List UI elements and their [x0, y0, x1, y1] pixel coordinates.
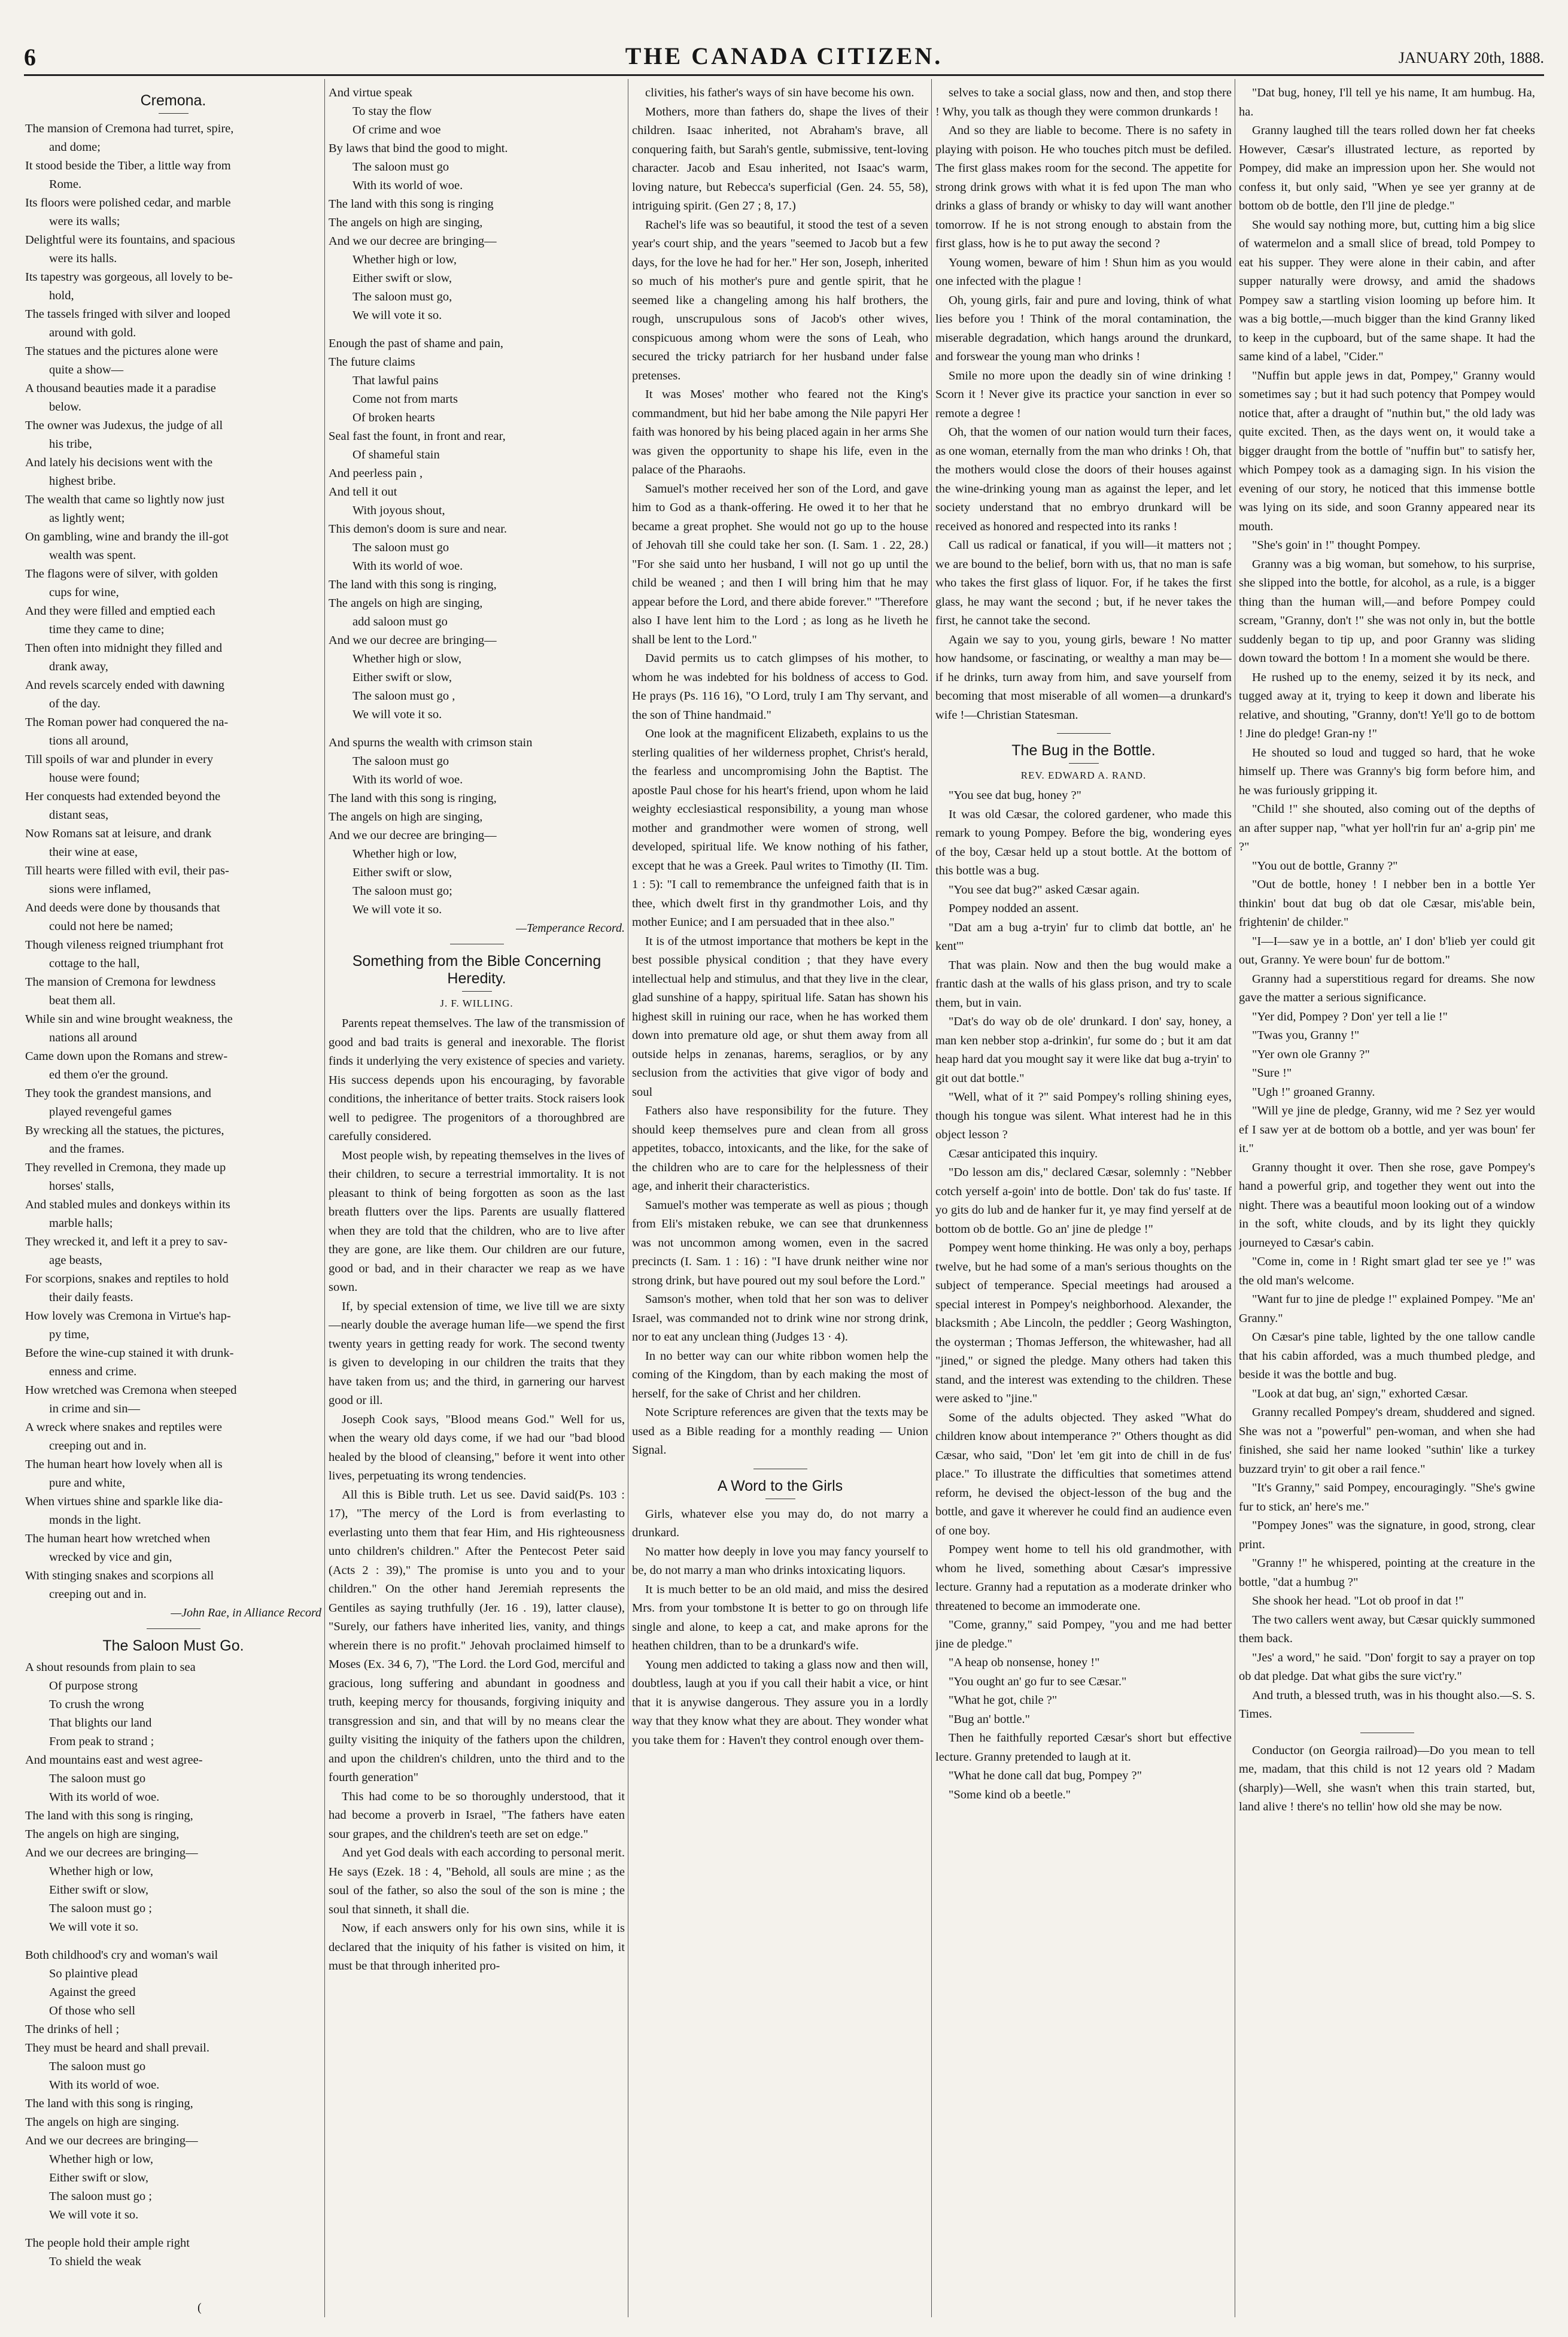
poem-line: add saloon must go [353, 615, 448, 628]
poem-line: The drinks of hell ; [25, 2023, 120, 2036]
column-5 [1239, 84, 1535, 2334]
article-title-heredity: Something from the Bible Concerning Heredity. [352, 953, 601, 987]
poem-line: The saloon must go; [353, 885, 452, 898]
paragraph: David permits us to catch glimpses of his mother, to whom he was indebted for his boldness of access to God. He prays (Ps. 116 16), "O Lord, truly I am Thy servant, and the son of Thine handmaid." [632, 652, 928, 722]
poem-line: They must be heard and shall prevail. [25, 2041, 209, 2055]
poem-line: The Roman power had conquered the na- [25, 716, 229, 729]
joke-conductor: Conductor (on Georgia railroad)—Do you mean to tell me, madam, that this child is not 12 years old ? Madam (sharply)—Well, she wasn't when this train started, but, land alive ! there's no tellin' how old she may be now. [1239, 1743, 1535, 1813]
poem-line: their wine at ease, [49, 846, 138, 859]
poem-line: time they came to dine; [49, 623, 165, 636]
poem-line: How lovely was Cremona in Virtue's hap- [25, 1309, 231, 1323]
poem-line: We will vote it so. [353, 708, 442, 721]
poem-line: From peak to strand ; [49, 1735, 154, 1748]
paragraph: "Come in, come in ! Right smart glad ter see ye !" was the old man's welcome. [1239, 1255, 1535, 1287]
paragraph: "You ought an' go fur to see Cæsar." [949, 1675, 1127, 1688]
article-body-heredity-continued [632, 84, 928, 1460]
paragraph: Pompey went home to tell his old grandmother, with whom he lived, something about Cæsar's impressive lecture. Granny had a reputation as a moderate drinker who threatened to become an immoderate one. [935, 1543, 1232, 1613]
paragraph: Samson's mother, when told that her son was to deliver Israel, was commanded not to drink wine nor strong drink, nor to eat any unclean thing (Judges 13 · 4). [632, 1293, 928, 1344]
poem-line: distant seas, [49, 809, 109, 822]
paragraph: "I—I—saw ye in a bottle, an' I don' b'lieb yer could git out, Granny. Ye were boun' fur de bottom." [1239, 934, 1535, 967]
poem-line: Till hearts were filled with evil, their pas- [25, 864, 229, 877]
poem-line: The saloon must go [353, 160, 449, 174]
poem-line: And we our decrees are bringing— [25, 1846, 198, 1859]
poem-line: around with gold. [49, 326, 136, 339]
paragraph: "Some kind ob a beetle." [949, 1788, 1071, 1801]
poem-line: wrecked by vice and gin, [49, 1551, 172, 1564]
separator-rule [147, 1628, 200, 1629]
paragraph: It is of the utmost importance that mothers be kept in the best possible physical condition ; that they have every intellectual help and stimulus, and that they live in the clear, glad sunshine of a happy, spiritual life. Satan has shown his highest skill in ruining our race, when he has worked them down into premature old age, or shut them away from all outside helps in zenanas, harems, seraglios, or by any seclusion from the activities that give vigor of body and soul [632, 934, 928, 1099]
poem-line: and the frames. [49, 1142, 124, 1156]
poem-line: When virtues shine and sparkle like dia- [25, 1495, 223, 1508]
poem-line: That blights our land [49, 1716, 152, 1730]
poem-line: While sin and wine brought weakness, the [25, 1013, 233, 1026]
poem-line: The wealth that came so lightly now just [25, 493, 225, 506]
paragraph: It was Moses' mother who feared not the King's commandment, but hid her babe among the Nile papyri Her faith was honored by his being placed again in her arms She was given the opportunity to shape his life, even in the palace of the Pharaohs. [632, 388, 928, 476]
poem-line: Either swift or slow, [49, 1883, 149, 1897]
paragraph: It was old Cæsar, the colored gardener, who made this remark to young Pompey. Before the big, wondering eyes of the boy, Cæsar held up a stout bottle. At the bottom of this bottle was a bug. [935, 807, 1232, 877]
poem-line: in crime and sin— [49, 1402, 141, 1415]
poem-line: and dome; [49, 141, 101, 154]
poem-line: The saloon must go [49, 2060, 146, 2073]
poem-line: horses' stalls, [49, 1180, 114, 1193]
article-title-saloon: The Saloon Must Go. [102, 1637, 244, 1654]
paragraph: He shouted so loud and tugged so hard, that he woke himself up. There was Granny's big form before him, and he was furiously gripping it. [1239, 746, 1535, 797]
poem-line: Before the wine-cup stained it with drunk- [25, 1347, 234, 1360]
article-body-girls [632, 1505, 928, 1751]
poem-line: The human heart how wretched when [25, 1532, 211, 1545]
poem-line: Her conquests had extended beyond the [25, 790, 221, 803]
paragraph: "Come, granny," said Pompey, "you and me had better jine de pledge." [935, 1618, 1232, 1651]
paragraph: If, by special extension of time, we live till we are sixty—nearly double the average human life—we spend the first twenty years in getting ready for work. The second twenty is given to developing in our children the traits that they have taken from us; and the third, in garnering our harvest good or ill. [329, 1299, 625, 1407]
paragraph: Joseph Cook says, "Blood means God." Well for us, when the weary old days come, if we had our "bad blood healed by the blood of cleansing," before it went into other lives, perpetuating its wrong tendencies. [329, 1412, 625, 1482]
article-title-bug: The Bug in the Bottle. [1011, 742, 1156, 759]
paragraph: Samuel's mother received her son of the Lord, and gave him to God as a thank-offering. He owed it to her that he became a great prophet. She would not go up to the house of Jehovah till she could take her son. (I. Sam. 1 . 22, 28.) "For she said unto her husband, I will not go up until the child be weaned ; and then I will bring him that he may appear before the Lord, and there abide forever." "Therefore also I have lent him to the Lord ; as long as he liveth he shall be lent to the Lord." [632, 482, 928, 646]
paragraph: "Bug an' bottle." [949, 1712, 1031, 1726]
poem-line: hold, [49, 289, 74, 302]
page-number: 6 [24, 44, 36, 71]
poem-line: of the day. [49, 697, 101, 710]
poem-line: cups for wine, [49, 586, 119, 599]
paragraph: "Want fur to jine de pledge !" explained Pompey. "Me an' Granny." [1239, 1293, 1535, 1325]
poem-line: On gambling, wine and brandy the ill-got [25, 530, 229, 543]
poem-line: Either swift or slow, [49, 2171, 149, 2184]
paragraph: selves to take a social glass, now and then, and stop there ! Why, you talk as though they were common drunkards ! [935, 86, 1232, 118]
paragraph: Parents repeat themselves. The law of the transmission of good and bad traits is general and inexorable. The florist finds it underlying the very existence of species and variety. His success depends upon his encouraging, by favorable conditions, the inheritance of better traits. Stock raisers look well to pedigree. The progenitors of a thoroughbred are carefully considered. [329, 1017, 625, 1143]
poem-line: And we our decree are bringing— [329, 634, 497, 647]
poem-line: The saloon must go [353, 541, 449, 554]
poem-line: Either swift or slow, [353, 671, 452, 684]
poem-line: wealth was spent. [49, 549, 136, 562]
paragraph: It is much better to be an old maid, and miss the desired Mrs. from your tombstone It is better to go on through life single and alone, to keep a cat, and make aprons for the heathen children, than to be a drunkard's wife. [632, 1582, 928, 1652]
masthead [24, 43, 1544, 69]
credit-cremona: —John Rae, in Alliance Record [171, 1606, 321, 1619]
paragraph: "Dat's do way ob de ole' drunkard. I don' say, honey, a man ken nebber stop a-drinkin', fur some do ; but it am dat heap hard dat you mought say it were like dat bug a-tryin' to git out dat bottle." [935, 1015, 1232, 1085]
poem-line: And revels scarcely ended with dawning [25, 679, 225, 692]
poem-line: creeping out and in. [49, 1588, 147, 1601]
paragraph: "Sure !" [1252, 1066, 1292, 1080]
column-4 [935, 84, 1232, 2334]
paragraph: Pompey nodded an assent. [949, 902, 1079, 915]
title-rule [462, 991, 492, 992]
poem-line: cottage to the hall, [49, 957, 140, 970]
paragraph: Now, if each answers only for his own sins, while it is declared that the iniquity of his father is visited on him, it must be that through inherited pro- [329, 1922, 625, 1973]
paragraph: Pompey went home thinking. He was only a boy, perhaps twelve, but he had some of a man's serious thoughts on the subject of temperance. Special meetings had aroused a special interest in Pompey's neighborhood. Alexander, the blacksmith ; Abe Lincoln, the peddler ; Georg Washington, the oysterman ; Thomas Jefferson, the whitewasher, had all "jined," or signed the pledge. Many others had taken this stand, and the interest was extending to the children. These were asked to "jine." [935, 1241, 1232, 1405]
paragraph: Granny thought it over. Then she rose, gave Pompey's hand a powerful grip, and together they went out into the night. There was a beautiful moon looking out of a window in the soft, white clouds, and by its light they quickly journeyed to Cæsar's cabin. [1239, 1160, 1535, 1250]
poem-line: A wreck where snakes and reptiles were [25, 1421, 223, 1434]
poem-line: With its world of woe. [353, 773, 463, 786]
poem-line: The land with this song is ringing, [329, 792, 497, 805]
paragraph: Fathers also have responsibility for the future. They should keep themselves pure and clean from all gross appetites, tobacco, intoxicants, and the like, for the sake of the children who are to care for the helplessness of their age, and inherit their characteristics. [632, 1104, 928, 1193]
poem-line: age beasts, [49, 1254, 102, 1267]
poem-line: Of those who sell [49, 2004, 136, 2017]
poem-line: And they were filled and emptied each [25, 604, 215, 618]
poem-line: Came down upon the Romans and strew- [25, 1050, 228, 1063]
paragraph: Oh, that the women of our nation would turn their faces, as one woman, eternally from the man who drinks ! Oh, that the mothers would close the doors of their houses against the wine-drinking young man as against the leper, and let society understand that no embryo drunkard will be received as honored and respected into its ranks ! [935, 426, 1232, 533]
poem-line: The future claims [329, 355, 415, 369]
poem-line: Enough the past of shame and pain, [329, 337, 504, 350]
poem-line: To shield the weak [49, 2255, 141, 2268]
poem-line: Come not from marts [353, 393, 458, 406]
poem-line: highest bribe. [49, 475, 116, 488]
poem-line: The angels on high are singing, [329, 810, 483, 823]
article-body-bug [935, 786, 1232, 1804]
poem-line: ed them o'er the ground. [49, 1068, 168, 1081]
poem-line: They wrecked it, and left it a prey to sav- [25, 1235, 228, 1248]
paragraph: She shook her head. "Lot ob proof in dat !" [1252, 1594, 1464, 1607]
poem-line: py time, [49, 1328, 90, 1341]
paragraph: One look at the magnificent Elizabeth, explains to us the sterling qualities of her wilderness prophet, Christ's herald, the fearless and uncompromising John the Baptist. The apostle Paul chose for his heart's friend, upon whom he laid weighty ecclesiastical responsibility, a young man whose mother and grandmother were women of strong, well developed, spiritual life. We know nothing of his father, except that he was a Greek. Paul writes to Timothy (II. Tim. 1 : 5): "I call to remembrance the unfeigned faith that is in thee, which dwelt first in thy grandmother Lois, and thy mother Eunice; and I am persuaded that in thee also." [632, 727, 928, 929]
paragraph: And yet God deals with each according to personal merit. He says (Ezek. 18 : 4, "Behold, all souls are mine ; as the soul of the father, so also the soul of the son is mine ; the soul that sinneth, it shall die. [329, 1846, 625, 1916]
poem-line: Rome. [49, 178, 82, 191]
poem-line: Of crime and woe [353, 123, 441, 136]
poem-line: tions all around, [49, 734, 129, 747]
poem-line: Till spoils of war and plunder in every [25, 753, 214, 766]
poem-line: They took the grandest mansions, and [25, 1087, 211, 1100]
column-1 [25, 84, 321, 2334]
poem-line: A shout resounds from plain to sea [25, 1661, 196, 1674]
poem-line: were its walls; [49, 215, 120, 228]
poem-line: The angels on high are singing. [25, 2116, 180, 2129]
paragraph: Mothers, more than fathers do, shape the lives of their children. Isaac inherited, not Abraham's brave, all conquering faith, but Sarah's gentle, submissive, tent-loving character. Jacob and Esau inherited, not Isaac's warm, loving nature, but Rebecca's superficial (Gen. 24. 55, 58), intriguing spirit. (Gen 27 ; 8, 17.) [632, 105, 928, 212]
article-body-girls-continued [935, 84, 1232, 725]
paragraph: "It's Granny," said Pompey, encouragingly. "She's gwine fur to stick, an' here's me." [1239, 1481, 1535, 1514]
poem-line: The tassels fringed with silver and looped [25, 308, 230, 321]
paragraph: Granny laughed till the tears rolled down her fat cheeks However, Cæsar's illustrated lecture, as reported by Pompey, did make an impression upon her. She would not confess it, but only said, "When ye see yer granny at de bottom ob de bottle, den I'll jine de pledge." [1239, 124, 1535, 212]
column-3 [632, 84, 928, 2334]
poem-line: We will vote it so. [49, 2208, 139, 2221]
paragraph: Note Scripture references are given that the texts may be used as a Bible reading for a monthly reading — Union Signal. [632, 1406, 928, 1457]
poem-line: The angels on high are singing, [329, 216, 483, 229]
poem-line: The angels on high are singing, [329, 597, 483, 610]
poem-line: Both childhood's cry and woman's wail [25, 1949, 218, 1962]
poem-line: played revengeful games [49, 1105, 172, 1119]
poem-line: The saloon must go, [353, 290, 452, 303]
poem-line: enness and crime. [49, 1365, 137, 1378]
poem-line: Now Romans sat at leisure, and drank [25, 827, 212, 840]
poem-line: And virtue speak [329, 86, 413, 99]
paragraph: Cæsar anticipated this inquiry. [949, 1147, 1098, 1160]
paragraph: Then he faithfully reported Cæsar's short but effective lecture. Granny pretended to laugh at it. [935, 1731, 1232, 1764]
issue-date: JANUARY 20th, 1888. [1398, 49, 1544, 66]
poem-line: And mountains east and west agree- [25, 1753, 203, 1767]
poem-line: And spurns the wealth with crimson stain [329, 736, 533, 749]
poem-line: It stood beside the Tiber, a little way from [25, 159, 231, 172]
paragraph: No matter how deeply in love you may fancy yourself to be, do not marry a man who drinks intoxicating liquors. [632, 1545, 928, 1577]
poem-line: Though vileness reigned triumphant frot [25, 938, 224, 952]
paragraph: "A heap ob nonsense, honey !" [949, 1656, 1100, 1669]
poem-line: The land with this song is ringing, [25, 1809, 193, 1822]
poem-line: We will vote it so. [49, 1920, 139, 1934]
poem-line: With its world of woe. [49, 2078, 160, 2092]
paragraph: And truth, a blessed truth, was in his thought also.—S. S. Times. [1239, 1688, 1535, 1721]
article-body-bug-continued [1239, 84, 1535, 1724]
poem-line: And we our decree are bringing— [329, 235, 497, 248]
poem-line: And we our decrees are bringing— [25, 2134, 198, 2147]
poem-line: The angels on high are singing, [25, 1828, 180, 1841]
paragraph: "You see dat bug?" asked Cæsar again. [949, 883, 1140, 896]
poem-line: house were found; [49, 771, 140, 785]
poem-line: Whether high or low, [49, 2153, 154, 2166]
poem-line: How wretched was Cremona when steeped [25, 1384, 237, 1397]
poem-line: By laws that bind the good to might. [329, 142, 508, 155]
column-divider [931, 79, 932, 2317]
paragraph: Again we say to you, young girls, beware ! No matter how handsome, or fascinating, or wealthy a man may be—if he drinks, turn away from him, and save yourself from becoming that most miserable of all women—a drunkard's wife !—Christian Statesman. [935, 633, 1232, 722]
poem-line: To crush the wrong [49, 1698, 144, 1711]
poem-line: With stinging snakes and scorpions all [25, 1569, 214, 1582]
poem-line: And lately his decisions went with the [25, 456, 213, 469]
poem-line: Whether high or slow, [353, 652, 461, 665]
paragraph: "Will ye jine de pledge, Granny, wid me ? Sez yer would ef I saw yer at de bottom ob a bottle, and yer was boun' fer it." [1239, 1104, 1535, 1155]
poem-line: The statues and the pictures alone were [25, 345, 218, 358]
paragraph: He rushed up to the enemy, seized it by its neck, and tugged away at it, trying to keep it down and liberate his relative, and shouting, "Granny, don't! Ye'll go to de bottom ! Jine do pledge! Gran-ny !" [1239, 670, 1535, 740]
paragraph: Rachel's life was so beautiful, it stood the test of a seven year's court ship, and the years "seemed to Jacob but a few days, for the love he had for her." Her son, Joseph, inherited so much of his mother's pure and gentle spirit, that he seemed like a changeling among his half brothers, the rough, unscrupulous sons of Jacob's other wives, conspicuous among whom were the sons of Leah, who secured the tricky patriarch for her husband under false pretenses. [632, 218, 928, 382]
paragraph: "Yer own ole Granny ?" [1252, 1047, 1370, 1061]
paragraph: "You out de bottle, Granny ?" [1252, 859, 1398, 873]
paragraph: "Jes' a word," he said. "Don' forgit to say a prayer on top ob dat pledge. Dat what gibs the sure vict'ry." [1239, 1651, 1535, 1683]
poem-line: Then often into midnight they filled and [25, 642, 223, 655]
title-rule [1069, 763, 1099, 764]
paragraph: "Pompey Jones" was the signature, in good, strong, clear print. [1239, 1519, 1535, 1551]
poem-line: We will vote it so. [353, 309, 442, 322]
paragraph: Smile no more upon the deadly sin of wine drinking ! Scorn it ! Never give its practice your sanction in ever so remote a degree ! [935, 369, 1232, 420]
paragraph: All this is Bible truth. Let us see. David said(Ps. 103 : 17), "The mercy of the Lord is from everlasting to everlasting unto them that fear Him, and His righteousness unto children's children." After the Pentecost Peter said (Acts 2 : 39)," The promise is unto you and to your children." On the other hand Jeremiah represents the Gentiles as saying truthfully (Jer. 16 . 19), latter clause), "Surely, our fathers have inherited lies, vanity, and things wherein there is no profit." Jehovah proclaimed himself to Moses (Ex. 34 6, 7), "The Lord. the Lord God, merciful and gracious, long suffering and abundant in goodness and truth, keeping mercy for thousands, forgiving iniquity and transgression and sin, and that will by no means clear the guilty visiting the iniquity of the fathers upon the children, and upon the children's children, unto the third and to the fourth generation" [329, 1488, 625, 1784]
poem-line: sions were inflamed, [49, 883, 151, 896]
article-title-cremona: Cremona. [140, 92, 206, 109]
paragraph: "Nuffin but apple jews in dat, Pompey," Granny would sometimes say ; but it had such potency that Pompey would notice that, after a draught of "nuthin but," the old lady was quite excited. Then, as the days went on, it would take a bigger draught from the bottle of "nuffin but" to satisfy her, which Pompey took as a damaging sign. In his vision the evening of our story, he noticed that this immense bottle was lying on its side, and soon Granny appeared near its mouth. [1239, 369, 1535, 533]
poem-line: beat them all. [49, 994, 116, 1007]
credit-saloon: —Temperance Record. [516, 922, 625, 935]
poem-line: The land with this song is ringing, [329, 578, 497, 591]
poem-line: Either swift or slow, [353, 866, 452, 879]
masthead-rule [24, 74, 1544, 76]
poem-line: marble halls; [49, 1217, 113, 1230]
poem-line: The mansion of Cremona for lewdness [25, 975, 216, 989]
paragraph: Girls, whatever else you may do, do not marry a drunkard. [632, 1507, 928, 1539]
paragraph: Granny recalled Pompey's dream, shuddered and signed. She was not a "powerful" pen-woman, and when she had finished, she said her name looked "suthin' like a turkey buzzard tryin' to git ober a rail fence." [1239, 1406, 1535, 1476]
paragraph: "Dat bug, honey, I'll tell ye his name, It am humbug. Ha, ha. [1239, 86, 1535, 118]
paragraph: Granny had a superstitious regard for dreams. She now gave the matter a serious significance. [1239, 972, 1535, 1004]
poem-line: Whether high or low, [353, 847, 457, 861]
poem-line: Of shameful stain [353, 448, 440, 461]
poem-line: The land with this song is ringing, [25, 2097, 193, 2110]
paragraph: Oh, young girls, fair and pure and loving, think of what lies before you ! Think of the moral contamination, the miserable degradation, which hangs around the drunkard, and forswear the young man who drinks ! [935, 293, 1232, 363]
poem-line: This demon's doom is sure and near. [329, 522, 508, 536]
separator-rule [1057, 733, 1111, 734]
paragraph: Most people wish, by repeating themselves in the lives of their children, to secure a terrestrial immortality. It is not pleasant to think of being forgotten as soon as the last breath flutters over the lips. Parents are usually flattered when they are told that the children, who are to live after they are gone, are like them. Our children are our future, good or bad, and in their character we reap as we have sown. [329, 1148, 625, 1294]
poem-line: That lawful pains [353, 374, 439, 387]
poem-line: could not here be named; [49, 920, 174, 933]
paragraph: Call us radical or fanatical, if you will—it matters not ; we are bound to the belief, born with us, that no man is safe who takes the first glass of liquor. For, if he takes the first glass, he may want the second ; but, if he never takes the first, he cannot take the second. [935, 539, 1232, 627]
poem-line: their daily feasts. [49, 1291, 133, 1304]
poem-line: So plaintive plead [49, 1967, 138, 1980]
poem-line: creeping out and in. [49, 1439, 147, 1452]
poem-line: And we our decree are bringing— [329, 829, 497, 842]
poem-line: Seal fast the fount, in front and rear, [329, 430, 506, 443]
paragraph: Samuel's mother was temperate as well as pious ; though from Eli's mistaken rebuke, we can see that drunkenness was not uncommon among women, even in the sacred precincts (I. Sam. 1 : 16) : "I have drunk neither wine nor strong drink, but have poured out my soul before the Lord." [632, 1198, 928, 1287]
paragraph: On Cæsar's pine table, lighted by the one tallow candle that his cabin afforded, was a much thumbed pledge, and beside it was the bottle and bug. [1239, 1330, 1535, 1381]
paragraph: "She's goin' in !" thought Pompey. [1252, 539, 1421, 552]
poem-saloon-must-go [25, 1658, 321, 2271]
paragraph: "Dat am a bug a-tryin' fur to climb dat bottle, an' he kent'" [935, 920, 1232, 953]
paragraph: Young men addicted to taking a glass now and then will, doubtless, laugh at you if you call their habit a vice, or hint that it is anywise dangerous. They assure you in a lordly way that they know what they are about. They wonder what you take them for : Haven't they control enough over them- [632, 1658, 928, 1747]
paragraph: In no better way can our white ribbon women help the coming of the Kingdom, than by each making the most of herself, for the sake of Christ and her children. [632, 1349, 928, 1400]
poem-line: Its tapestry was gorgeous, all lovely to be- [25, 271, 233, 284]
paragraph: "You see dat bug, honey ?" [949, 789, 1081, 802]
poem-line: his tribe, [49, 437, 92, 451]
paragraph: She would say nothing more, but, cutting him a big slice of watermelon and a small slice of bread, told Pompey to eat his supper. They were alone in their cabin, and after supper naturally were drowsy, and amid the shadows Pompey saw a startling vision looming up before him. It was a big bottle,—much bigger than the kind Granny liked to keep in the cupboard, but of the same shape. It had the same kind of a label, "Cider." [1239, 218, 1535, 363]
poem-line: The land with this song is ringing [329, 197, 494, 211]
paragraph: "Do lesson am dis," declared Cæsar, solemnly : "Nebber cotch yerself a-goin' into de bottle. Don' tak do fus' taste. If yo gits do lub and de hanker fur it, ye may find yerself at de bottom ob de bottle. Go an' jine de pledge !" [935, 1166, 1232, 1236]
poem-saloon-continued [329, 84, 625, 919]
poem-line: The saloon must go ; [49, 1902, 152, 1915]
poem-line: A thousand beauties made it a paradise [25, 382, 216, 395]
paragraph: "Yer did, Pompey ? Don' yer tell a lie !" [1252, 1010, 1448, 1023]
column-divider [324, 79, 325, 2317]
poem-line: We will vote it so. [353, 903, 442, 916]
title-rule [159, 113, 189, 114]
poem-line: The flagons were of silver, with golden [25, 567, 218, 581]
poem-line: And tell it out [329, 485, 397, 499]
poem-cremona [25, 120, 321, 1604]
poem-line: The saloon must go ; [49, 2190, 152, 2203]
poem-line: The saloon must go [49, 1772, 146, 1785]
poem-line: pure and white, [49, 1476, 125, 1490]
poem-line: To stay the flow [353, 105, 432, 118]
poem-line: quite a show— [49, 363, 124, 376]
article-body-heredity [329, 1014, 625, 1976]
paragraph: "Child !" she shouted, also coming out of the depths of an after supper nap, "what yer holl'rin fur an' a-grip pin' me ?" [1239, 803, 1535, 853]
poem-line: And peerless pain , [329, 467, 423, 480]
poem-line: By wrecking all the statues, the pictures, [25, 1124, 224, 1137]
paper-name: THE CANADA CITIZEN. [625, 42, 943, 69]
paragraph: The two callers went away, but Cæsar quickly summoned them back. [1239, 1613, 1535, 1645]
poem-line: The saloon must go [353, 755, 449, 768]
poem-line: The mansion of Cremona had turret, spire, [25, 122, 234, 135]
column-2 [329, 84, 625, 2334]
paragraph: Young women, beware of him ! Shun him as you would one infected with the plague ! [935, 256, 1232, 288]
paragraph: Granny was a big woman, but somehow, to his surprise, she slipped into the bottle, for alcohol, as a rule, is a bigger thing than the human will,—and before Pompey could scream, "Granny, don't !" she was not only in, but the bottle suddenly began to tip up, and poor Granny was sliding down toward the bottom ! In a moment she would be there. [1239, 557, 1535, 665]
paragraph: That was plain. Now and then the bug would make a frantic dash at the walls of his glass prison, and try to scale them, but in vain. [935, 958, 1232, 1010]
poem-line: as lightly went; [49, 512, 125, 525]
poem-line: below. [49, 400, 81, 414]
poem-line: drank away, [49, 660, 108, 673]
paragraph: "What he got, chile ?" [949, 1694, 1058, 1707]
poem-line: And stabled mules and donkeys within its [25, 1198, 230, 1211]
paragraph: "Look at dat bug, an' sign," exhorted Cæsar. [1252, 1387, 1468, 1400]
poem-line: Against the greed [49, 1986, 136, 1999]
poem-line: Whether high or low, [49, 1865, 154, 1878]
poem-line: The owner was Judexus, the judge of all [25, 419, 223, 432]
paragraph: "Out de bottle, honey ! I nebber ben in a bottle Yer thinkin' bout dat bug ob dat ole Cæsar, mis'able bein, frightenin' de childer." [1239, 878, 1535, 929]
poem-line: Of broken hearts [353, 411, 435, 424]
poem-line: They revelled in Cremona, they made up [25, 1161, 226, 1174]
paragraph: "What he done call dat bug, Pompey ?" [949, 1769, 1142, 1782]
poem-line: Either swift or slow, [353, 272, 452, 285]
poem-line: Whether high or low, [353, 253, 457, 266]
page-mark: ( [197, 2301, 202, 2314]
poem-line: The people hold their ample right [25, 2236, 190, 2250]
paragraph: This had come to be so thoroughly understood, that it had become a proverb in Israel, "The fathers have eaten sour grapes, and the children's teeth are set on edge." [329, 1789, 625, 1841]
poem-line: And deeds were done by thousands that [25, 901, 220, 914]
byline-heredity: J. F. WILLING. [440, 998, 513, 1009]
paragraph: "Granny !" he whispered, pointing at the creature in the bottle, "dat a humbug ?" [1239, 1557, 1535, 1589]
poem-line: With its world of woe. [49, 1791, 160, 1804]
poem-line: were its halls. [49, 252, 117, 265]
poem-line: The saloon must go , [353, 689, 455, 703]
poem-line: For scorpions, snakes and reptiles to hold [25, 1272, 229, 1285]
poem-line: monds in the light. [49, 1514, 141, 1527]
paragraph: "Ugh !" groaned Granny. [1252, 1085, 1375, 1099]
paragraph: clivities, his father's ways of sin have become his own. [645, 86, 914, 99]
poem-line: Of purpose strong [49, 1679, 138, 1692]
paragraph: "Well, what of it ?" said Pompey's rolling shining eyes, though his tongue was silent. What interest had he in this object lesson ? [935, 1090, 1232, 1141]
paragraph: Some of the adults objected. They asked "What do children know about intemperance ?" Others thought as did Cæsar, who said, "Don' let 'em git into de chill in de fus' place." To illustrate the difficulties that sometimes attend reform, he devised the object-lesson of the bug and the bottle, and gave it wherever he could find an audience even of one boy. [935, 1411, 1232, 1537]
paragraph: "Twas you, Granny !" [1252, 1029, 1360, 1042]
poem-line: Delightful were its fountains, and spacious [25, 233, 235, 247]
poem-line: With its world of woe. [353, 179, 463, 192]
poem-line: With joyous shout, [353, 504, 445, 517]
poem-line: Its floors were polished cedar, and marble [25, 196, 231, 209]
paragraph: And so they are liable to become. There is no safety in playing with poison. He who touches pitch must be defiled. The first glass makes room for the second. The appetite for strong drink grows with what it is fed upon The man who drinks a glass of brandy or whisky to day will want another tomorrow. If he is not strong enough to abstain from the first glass, how is he to put away the second ? [935, 124, 1232, 250]
poem-line: nations all around [49, 1031, 137, 1044]
article-title-girls: A Word to the Girls [717, 1477, 843, 1494]
poem-line: With its world of woe. [353, 560, 463, 573]
poem-line: The human heart how lovely when all is [25, 1458, 223, 1471]
byline-bug: REV. EDWARD A. RAND. [1020, 770, 1147, 781]
